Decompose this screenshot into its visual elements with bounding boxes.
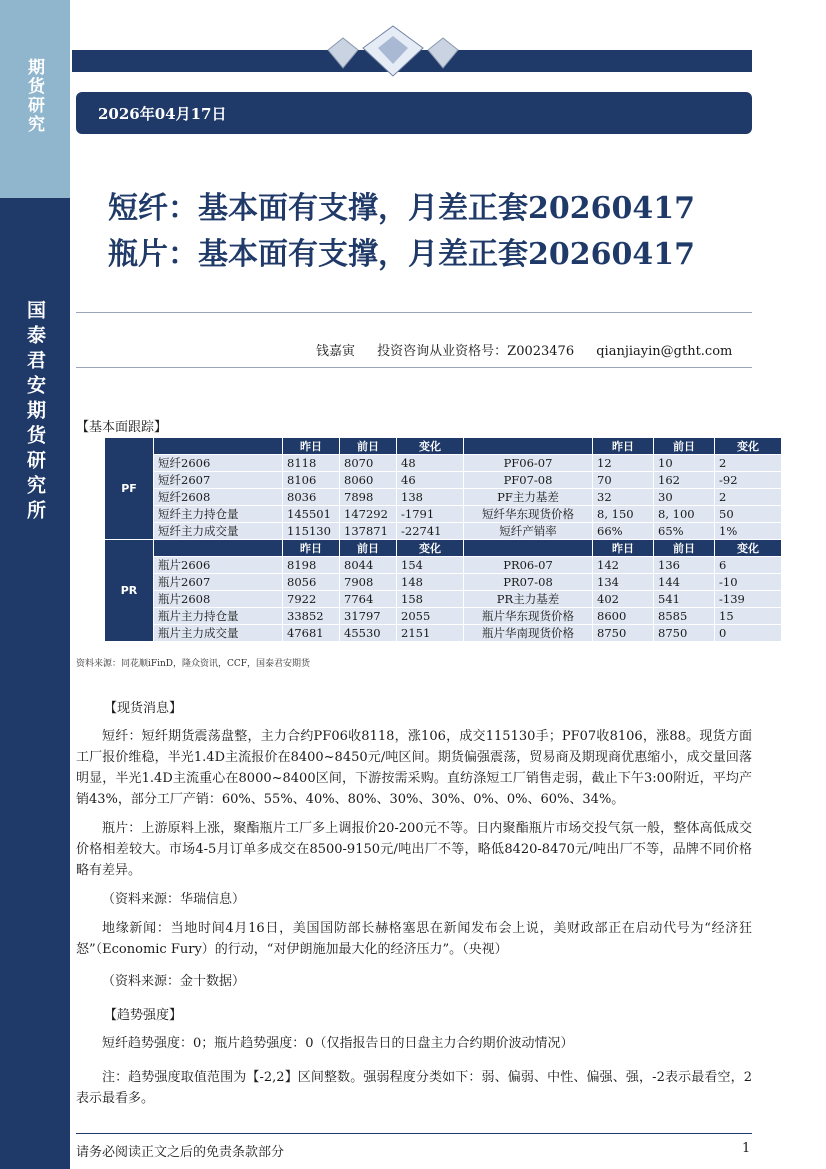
table-cell: 8198 [283,557,340,574]
news-label: 【现货消息】 [104,701,183,716]
table-cell: 7922 [283,591,340,608]
page-number: 1 [742,1141,751,1156]
table-header-cell [464,438,593,455]
table-cell: -22741 [397,523,464,540]
trend-values: 短纤趋势强度：0；瓶片趋势强度：0（仅指报告日的日盘主力合约期价波动情况） [102,1036,574,1051]
table-header-cell: 变化 [397,540,464,557]
table-cell: 6 [715,557,782,574]
table-header-cell [464,540,593,557]
table-cell: 短纤主力成交量 [154,523,283,540]
table-cell: 154 [397,557,464,574]
date-bar [76,92,752,134]
table-row [105,608,782,625]
table-cell: 134 [593,574,654,591]
table-header-cell: 前日 [340,540,397,557]
table-cell: 2 [715,489,782,506]
table-header-cell: 变化 [397,438,464,455]
table-cell: 8060 [340,472,397,489]
table-header-cell: 昨日 [593,438,654,455]
table-cell: 45530 [340,625,397,642]
table-cell: 136 [654,557,715,574]
table-cell: 8750 [654,625,715,642]
table-cell: 144 [654,574,715,591]
table-cell: 0 [715,625,782,642]
table-header-cell: 前日 [340,438,397,455]
table-cell: 48 [397,455,464,472]
table-cell: 8750 [593,625,654,642]
table-cell: 瓶片华南现货价格 [464,625,593,642]
table-cell: 2055 [397,608,464,625]
table-cell: 短纤产销率 [464,523,593,540]
table-row [105,625,782,642]
table-header-cell: 变化 [715,540,782,557]
sidebar-bottom-text: 国泰君安期货研究所 [24,300,46,525]
table-cell: 瓶片主力成交量 [154,625,283,642]
table-row [105,489,782,506]
table-cell: PF07-08 [464,472,593,489]
report-date: 2026年04月17日 [98,105,227,123]
table-header-row [105,438,782,455]
table-cell: 8036 [283,489,340,506]
table-header-cell: 昨日 [593,540,654,557]
table-cell: PR主力基差 [464,591,593,608]
sidebar-top-text: 期货研究 [24,58,44,134]
table-cell: 8585 [654,608,715,625]
table-cell: 短纤华东现货价格 [464,506,593,523]
table-cell: 瓶片2606 [154,557,283,574]
title-pf: 短纤：基本面有支撑，月差正套20260417 [108,191,695,226]
table-row [105,523,782,540]
table-cell: 8056 [283,574,340,591]
table-header-cell: 变化 [715,438,782,455]
table-cell: 8070 [340,455,397,472]
divider [76,312,752,313]
table-row [105,574,782,591]
table-header-cell: 前日 [654,540,715,557]
table-cell: 137871 [340,523,397,540]
table-cell: 2 [715,455,782,472]
table-cell: 65% [654,523,715,540]
table-cell: 8600 [593,608,654,625]
table-cell: 10 [654,455,715,472]
table-cell: 8044 [340,557,397,574]
trend-note: 注：趋势强度取值范围为【-2,2】区间整数。强弱程度分类如下：弱、偏弱、中性、偏强、强，-2表示最看空，2表示最看多。 [76,1070,752,1106]
table-cell: 46 [397,472,464,489]
author-email: qianjiayin@gtht.com [596,344,733,359]
table-cell: -139 [715,591,782,608]
table-cell: 30 [654,489,715,506]
table-row [105,557,782,574]
table-cell: 7764 [340,591,397,608]
table-cell: 142 [593,557,654,574]
table-cell: 541 [654,591,715,608]
table-cell: 7898 [340,489,397,506]
footer-rule [76,1133,752,1134]
table-cell: 31797 [340,608,397,625]
table-cell: 8106 [283,472,340,489]
table-cell: 7908 [340,574,397,591]
table-header-cell [154,438,283,455]
table-cell: 15 [715,608,782,625]
table-cell: 145501 [283,506,340,523]
table-row [105,472,782,489]
table-header-row [105,540,782,557]
news-source-2: （资料来源：金十数据） [102,974,246,989]
table-cell: 66% [593,523,654,540]
table-cell: 瓶片2607 [154,574,283,591]
table-cell: 短纤主力持仓量 [154,506,283,523]
table-group-label: PF [105,438,154,540]
news-pf: 短纤：短纤期货震荡盘整，主力合约PF06收8118，涨106，成交115130手；PF07收8106，涨88。现货方面工厂报价维稳，半光1.4D主流报价在8400~8450元/吨区间。期货偏强震荡，贸易商及期现商优惠缩小，成交量回落明显，半光1.4D主流重心在8000~8400区间，下游按需采购。直纺涤短工厂销售走弱，截止下午3:00附近，平均产销43%，部分工厂产销：60%、55%、40%、80%、30%、30%、0%、0%、60%、34%。 [76,729,752,807]
table-header-cell [154,540,283,557]
author-license: 投资咨询从业资格号：Z0023476 [377,344,575,359]
table-cell: 8, 100 [654,506,715,523]
table-cell: PF主力基差 [464,489,593,506]
table-cell: -92 [715,472,782,489]
table-cell: PF06-07 [464,455,593,472]
table-cell: 2151 [397,625,464,642]
table-cell: 1% [715,523,782,540]
table-cell: 33852 [283,608,340,625]
table-row [105,455,782,472]
table-header-cell: 昨日 [283,540,340,557]
table-cell: 50 [715,506,782,523]
table-group-label: PR [105,540,154,642]
table-cell: 47681 [283,625,340,642]
divider [76,367,752,368]
title-pr: 瓶片：基本面有支撑，月差正套20260417 [108,237,695,272]
table-cell: 70 [593,472,654,489]
table-cell: PR06-07 [464,557,593,574]
table-cell: 12 [593,455,654,472]
table-header-cell: 前日 [654,438,715,455]
table-cell: 147292 [340,506,397,523]
fundamentals-label: 【基本面跟踪】 [76,420,168,435]
table-header-cell: 昨日 [283,438,340,455]
table-cell: 瓶片华东现货价格 [464,608,593,625]
author-line [316,340,750,359]
table-cell: 瓶片主力持仓量 [154,608,283,625]
source-note: 资料来源：同花顺iFinD，隆众资讯，CCF，国泰君安期货 [76,659,311,669]
news-source-1: （资料来源：华瑞信息） [102,892,246,907]
footer-disclaimer: 请务必阅读正文之后的免责条款部分 [76,1145,285,1160]
table-cell: 短纤2608 [154,489,283,506]
table-cell: 148 [397,574,464,591]
table-cell: 402 [593,591,654,608]
trend-label: 【趋势强度】 [104,1008,183,1023]
table-cell: 162 [654,472,715,489]
table-cell: 158 [397,591,464,608]
table-row [105,506,782,523]
author-name: 钱嘉寅 [316,344,356,359]
table-cell: -10 [715,574,782,591]
table-row [105,591,782,608]
diamond-logo-icon [318,20,468,80]
table-cell: -1791 [397,506,464,523]
news-pr: 瓶片：上游原料上涨，聚酯瓶片工厂多上调报价20-200元不等。日内聚酯瓶片市场交投气氛一般，整体高低成交价格相差较大。市场4-5月订单多成交在8500-9150元/吨出厂不等，略低8420-8470元/吨出厂不等，品牌不同价格略有差异。 [76,821,752,878]
table-cell: 短纤2607 [154,472,283,489]
table-cell: 8, 150 [593,506,654,523]
fundamentals-table [104,437,782,642]
table-cell: 瓶片2608 [154,591,283,608]
table-cell: 138 [397,489,464,506]
table-cell: PR07-08 [464,574,593,591]
table-cell: 8118 [283,455,340,472]
table-cell: 32 [593,489,654,506]
news-geo: 地缘新闻：当地时间4月16日，美国国防部长赫格塞思在新闻发布会上说，美财政部正在启动代号为“经济狂怒”（Economic Fury）的行动，“对伊朗施加最大化的经济压力”。（央视） [76,921,752,957]
table-cell: 115130 [283,523,340,540]
table-cell: 短纤2606 [154,455,283,472]
